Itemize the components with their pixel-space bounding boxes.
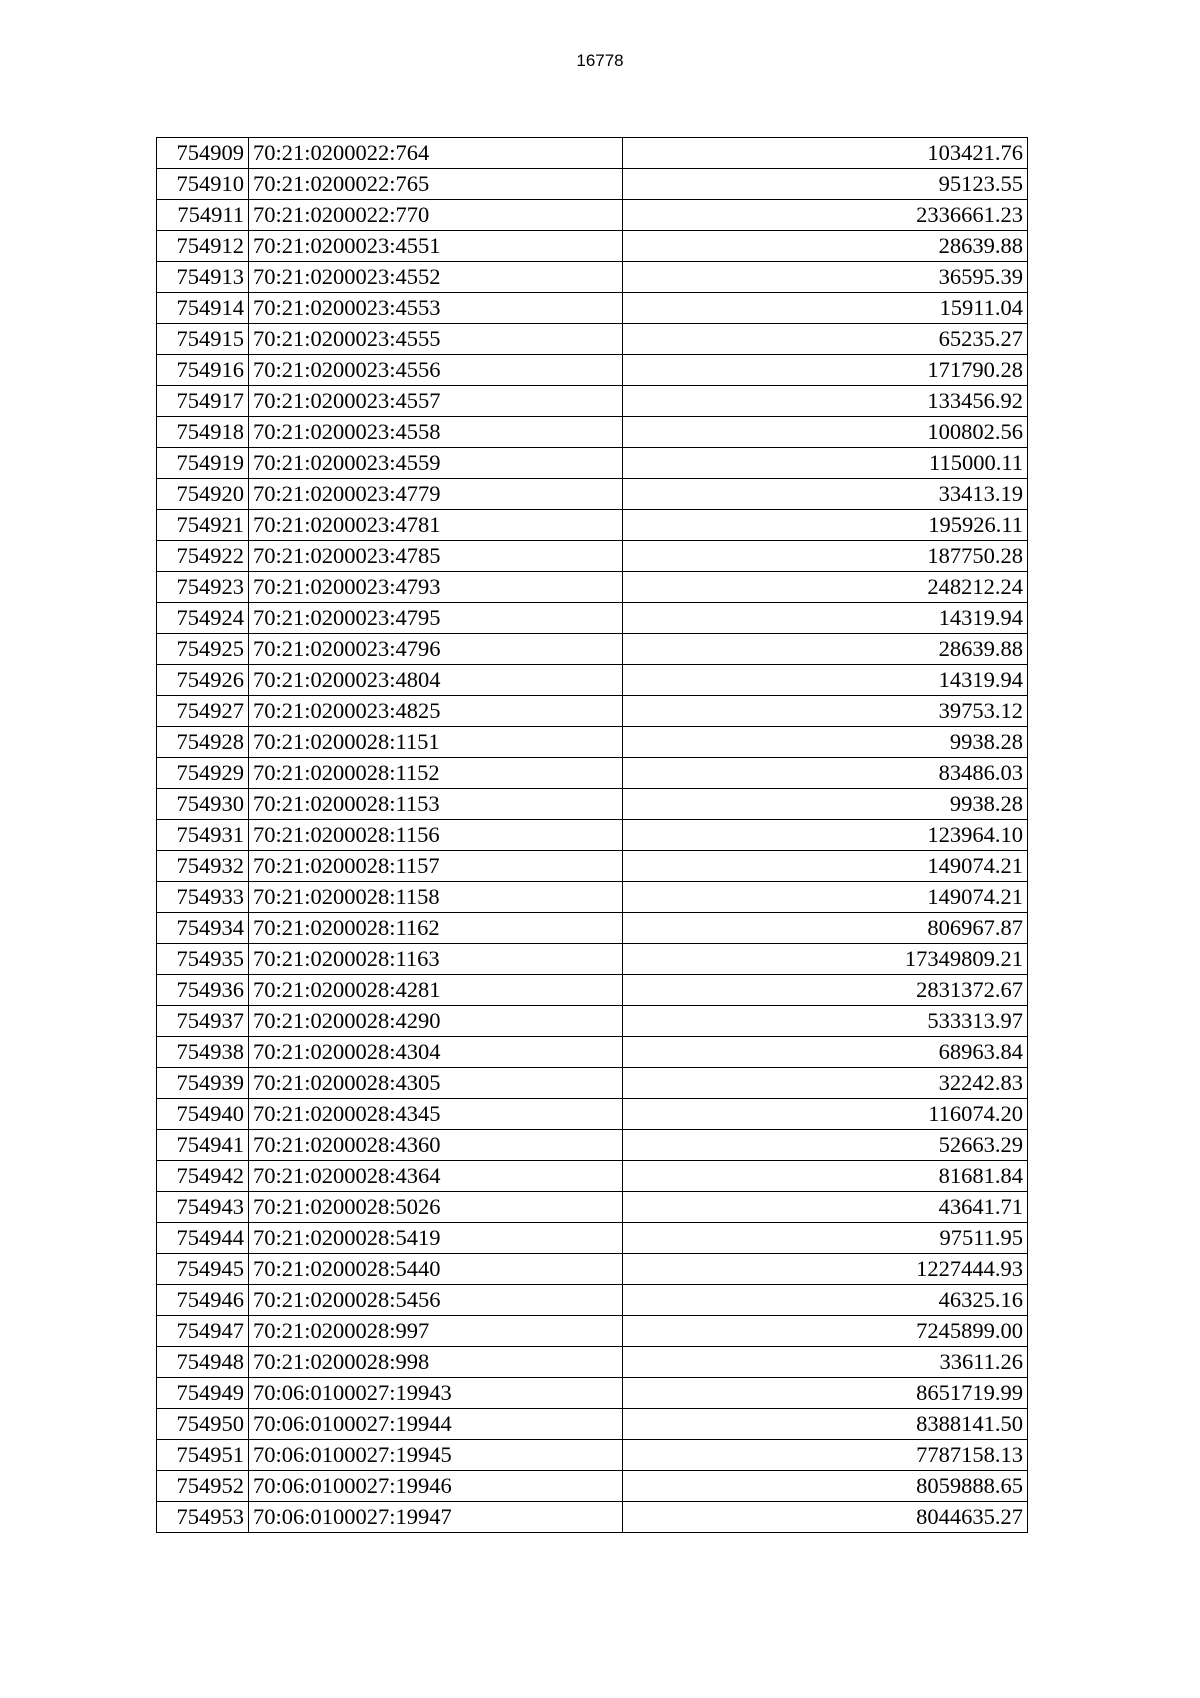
table-row (157, 1378, 1028, 1409)
page-number: 16778 (576, 51, 624, 70)
table-row (157, 510, 1028, 541)
value-cell: 95123.55 (623, 169, 1028, 200)
row-number-cell: 754926 (157, 665, 249, 696)
cadastral-number-cell: 70:21:0200028:1151 (249, 727, 623, 758)
row-number-cell: 754912 (157, 231, 249, 262)
row-number-cell: 754918 (157, 417, 249, 448)
table-row (157, 448, 1028, 479)
value-cell: 97511.95 (623, 1223, 1028, 1254)
row-number-cell: 754939 (157, 1068, 249, 1099)
value-cell: 806967.87 (623, 913, 1028, 944)
cadastral-number-cell: 70:21:0200028:4364 (249, 1161, 623, 1192)
row-number-cell: 754949 (157, 1378, 249, 1409)
value-cell: 195926.11 (623, 510, 1028, 541)
row-number-cell: 754945 (157, 1254, 249, 1285)
table-row (157, 1440, 1028, 1471)
cadastral-number-cell: 70:21:0200022:764 (249, 138, 623, 169)
table-row (157, 1192, 1028, 1223)
table-row (157, 355, 1028, 386)
value-cell: 7245899.00 (623, 1316, 1028, 1347)
value-cell: 14319.94 (623, 665, 1028, 696)
table-row (157, 944, 1028, 975)
row-number-cell: 754917 (157, 386, 249, 417)
value-cell: 83486.03 (623, 758, 1028, 789)
value-cell: 9938.28 (623, 789, 1028, 820)
row-number-cell: 754916 (157, 355, 249, 386)
row-number-cell: 754951 (157, 1440, 249, 1471)
row-number-cell: 754931 (157, 820, 249, 851)
row-number-cell: 754922 (157, 541, 249, 572)
table-row (157, 975, 1028, 1006)
value-cell: 81681.84 (623, 1161, 1028, 1192)
table-row (157, 1316, 1028, 1347)
row-number-cell: 754952 (157, 1471, 249, 1502)
value-cell: 1227444.93 (623, 1254, 1028, 1285)
value-cell: 65235.27 (623, 324, 1028, 355)
cadastral-number-cell: 70:06:0100027:19947 (249, 1502, 623, 1533)
table-row (157, 262, 1028, 293)
cadastral-number-cell: 70:21:0200023:4558 (249, 417, 623, 448)
table-row (157, 1068, 1028, 1099)
row-number-cell: 754948 (157, 1347, 249, 1378)
value-cell: 8059888.65 (623, 1471, 1028, 1502)
table-row (157, 1409, 1028, 1440)
table-row (157, 727, 1028, 758)
row-number-cell: 754913 (157, 262, 249, 293)
row-number-cell: 754942 (157, 1161, 249, 1192)
cadastral-number-cell: 70:21:0200023:4559 (249, 448, 623, 479)
row-number-cell: 754941 (157, 1130, 249, 1161)
value-cell: 149074.21 (623, 851, 1028, 882)
table-row (157, 231, 1028, 262)
value-cell: 15911.04 (623, 293, 1028, 324)
row-number-cell: 754909 (157, 138, 249, 169)
cadastral-number-cell: 70:21:0200022:765 (249, 169, 623, 200)
cadastral-number-cell: 70:21:0200028:4305 (249, 1068, 623, 1099)
row-number-cell: 754930 (157, 789, 249, 820)
table-row (157, 1254, 1028, 1285)
cadastral-number-cell: 70:21:0200023:4796 (249, 634, 623, 665)
table-row (157, 1285, 1028, 1316)
row-number-cell: 754920 (157, 479, 249, 510)
value-cell: 248212.24 (623, 572, 1028, 603)
cadastral-number-cell: 70:21:0200023:4785 (249, 541, 623, 572)
value-cell: 8651719.99 (623, 1378, 1028, 1409)
cadastral-number-cell: 70:21:0200028:4281 (249, 975, 623, 1006)
table-body (157, 138, 1028, 1533)
table-row (157, 386, 1028, 417)
row-number-cell: 754933 (157, 882, 249, 913)
row-number-cell: 754953 (157, 1502, 249, 1533)
row-number-cell: 754914 (157, 293, 249, 324)
table-row (157, 479, 1028, 510)
value-cell: 100802.56 (623, 417, 1028, 448)
cadastral-number-cell: 70:21:0200023:4555 (249, 324, 623, 355)
cadastral-number-cell: 70:21:0200023:4825 (249, 696, 623, 727)
value-cell: 2831372.67 (623, 975, 1028, 1006)
table-row (157, 603, 1028, 634)
cadastral-number-cell: 70:21:0200028:1152 (249, 758, 623, 789)
table-row (157, 665, 1028, 696)
value-cell: 33611.26 (623, 1347, 1028, 1378)
table-row (157, 138, 1028, 169)
table-row (157, 1161, 1028, 1192)
value-cell: 28639.88 (623, 231, 1028, 262)
table-row (157, 1347, 1028, 1378)
row-number-cell: 754923 (157, 572, 249, 603)
value-cell: 7787158.13 (623, 1440, 1028, 1471)
row-number-cell: 754950 (157, 1409, 249, 1440)
table-row (157, 820, 1028, 851)
row-number-cell: 754937 (157, 1006, 249, 1037)
value-cell: 17349809.21 (623, 944, 1028, 975)
value-cell: 14319.94 (623, 603, 1028, 634)
cadastral-number-cell: 70:06:0100027:19946 (249, 1471, 623, 1502)
value-cell: 149074.21 (623, 882, 1028, 913)
cadastral-number-cell: 70:21:0200028:1163 (249, 944, 623, 975)
table-row (157, 634, 1028, 665)
value-cell: 2336661.23 (623, 200, 1028, 231)
value-cell: 9938.28 (623, 727, 1028, 758)
row-number-cell: 754924 (157, 603, 249, 634)
row-number-cell: 754921 (157, 510, 249, 541)
row-number-cell: 754915 (157, 324, 249, 355)
table-row (157, 417, 1028, 448)
cadastral-number-cell: 70:21:0200023:4556 (249, 355, 623, 386)
row-number-cell: 754934 (157, 913, 249, 944)
cadastral-number-cell: 70:21:0200028:997 (249, 1316, 623, 1347)
row-number-cell: 754932 (157, 851, 249, 882)
row-number-cell: 754943 (157, 1192, 249, 1223)
value-cell: 123964.10 (623, 820, 1028, 851)
cadastral-number-cell: 70:06:0100027:19943 (249, 1378, 623, 1409)
table-row (157, 169, 1028, 200)
cadastral-number-cell: 70:21:0200028:1162 (249, 913, 623, 944)
row-number-cell: 754919 (157, 448, 249, 479)
table-row (157, 541, 1028, 572)
cadastral-number-cell: 70:06:0100027:19945 (249, 1440, 623, 1471)
value-cell: 133456.92 (623, 386, 1028, 417)
cadastral-number-cell: 70:21:0200023:4781 (249, 510, 623, 541)
row-number-cell: 754928 (157, 727, 249, 758)
table-row (157, 789, 1028, 820)
cadastral-number-cell: 70:21:0200023:4557 (249, 386, 623, 417)
cadastral-number-cell: 70:21:0200022:770 (249, 200, 623, 231)
cadastral-number-cell: 70:21:0200028:4290 (249, 1006, 623, 1037)
value-cell: 171790.28 (623, 355, 1028, 386)
value-cell: 52663.29 (623, 1130, 1028, 1161)
table-row (157, 572, 1028, 603)
row-number-cell: 754936 (157, 975, 249, 1006)
cadastral-number-cell: 70:21:0200028:5440 (249, 1254, 623, 1285)
cadastral-number-cell: 70:21:0200023:4551 (249, 231, 623, 262)
value-cell: 116074.20 (623, 1099, 1028, 1130)
value-cell: 8388141.50 (623, 1409, 1028, 1440)
table-row (157, 913, 1028, 944)
cadastral-number-cell: 70:21:0200023:4795 (249, 603, 623, 634)
value-cell: 39753.12 (623, 696, 1028, 727)
cadastral-number-cell: 70:21:0200028:1156 (249, 820, 623, 851)
table-row (157, 1471, 1028, 1502)
table-row (157, 324, 1028, 355)
row-number-cell: 754911 (157, 200, 249, 231)
table-row (157, 1223, 1028, 1254)
value-cell: 115000.11 (623, 448, 1028, 479)
table-row (157, 1099, 1028, 1130)
table-row (157, 1006, 1028, 1037)
value-cell: 43641.71 (623, 1192, 1028, 1223)
value-cell: 8044635.27 (623, 1502, 1028, 1533)
cadastral-number-cell: 70:21:0200028:1157 (249, 851, 623, 882)
row-number-cell: 754927 (157, 696, 249, 727)
row-number-cell: 754925 (157, 634, 249, 665)
value-cell: 36595.39 (623, 262, 1028, 293)
row-number-cell: 754929 (157, 758, 249, 789)
table-row (157, 1130, 1028, 1161)
cadastral-number-cell: 70:21:0200028:1153 (249, 789, 623, 820)
row-number-cell: 754938 (157, 1037, 249, 1068)
cadastral-number-cell: 70:21:0200028:5026 (249, 1192, 623, 1223)
cadastral-number-cell: 70:06:0100027:19944 (249, 1409, 623, 1440)
value-cell: 28639.88 (623, 634, 1028, 665)
value-cell: 46325.16 (623, 1285, 1028, 1316)
value-cell: 33413.19 (623, 479, 1028, 510)
table-row (157, 1037, 1028, 1068)
cadastral-number-cell: 70:21:0200028:4345 (249, 1099, 623, 1130)
cadastral-number-cell: 70:21:0200028:998 (249, 1347, 623, 1378)
row-number-cell: 754944 (157, 1223, 249, 1254)
cadastral-number-cell: 70:21:0200023:4779 (249, 479, 623, 510)
cadastral-number-cell: 70:21:0200023:4553 (249, 293, 623, 324)
cadastral-number-cell: 70:21:0200028:4360 (249, 1130, 623, 1161)
value-cell: 103421.76 (623, 138, 1028, 169)
row-number-cell: 754940 (157, 1099, 249, 1130)
table-row (157, 758, 1028, 789)
table-row (157, 851, 1028, 882)
table-row (157, 200, 1028, 231)
cadastral-number-cell: 70:21:0200023:4804 (249, 665, 623, 696)
cadastral-number-cell: 70:21:0200028:5456 (249, 1285, 623, 1316)
row-number-cell: 754947 (157, 1316, 249, 1347)
cadastral-number-cell: 70:21:0200023:4552 (249, 262, 623, 293)
value-cell: 68963.84 (623, 1037, 1028, 1068)
row-number-cell: 754910 (157, 169, 249, 200)
cadastral-number-cell: 70:21:0200028:1158 (249, 882, 623, 913)
cadastral-number-cell: 70:21:0200028:4304 (249, 1037, 623, 1068)
value-cell: 32242.83 (623, 1068, 1028, 1099)
table-row (157, 696, 1028, 727)
cadastral-number-cell: 70:21:0200023:4793 (249, 572, 623, 603)
row-number-cell: 754935 (157, 944, 249, 975)
cadastral-number-cell: 70:21:0200028:5419 (249, 1223, 623, 1254)
table-row (157, 882, 1028, 913)
value-cell: 533313.97 (623, 1006, 1028, 1037)
table-row (157, 293, 1028, 324)
table-row (157, 1502, 1028, 1533)
row-number-cell: 754946 (157, 1285, 249, 1316)
registry-table (156, 137, 1028, 1533)
value-cell: 187750.28 (623, 541, 1028, 572)
